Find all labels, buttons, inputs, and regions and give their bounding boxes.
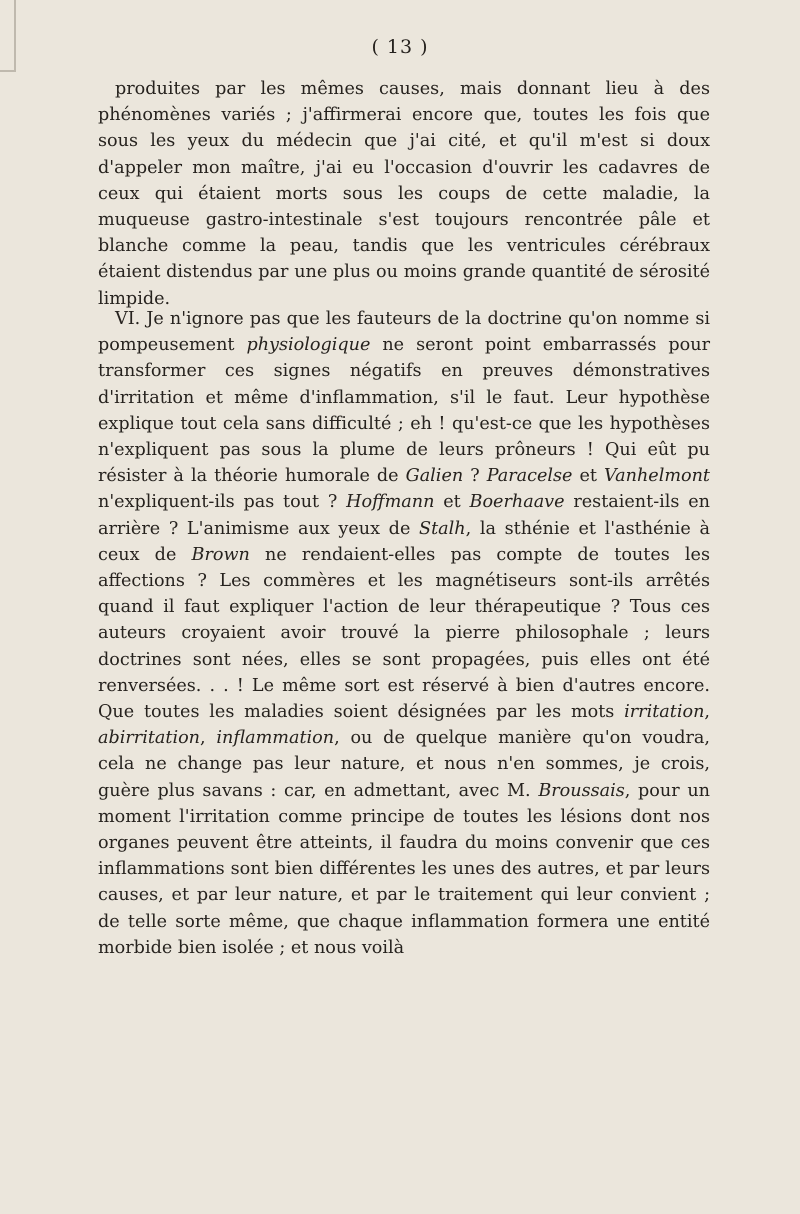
text-run: , la sthénie et l'asthénie à ceux de (98, 518, 710, 565)
paragraph-1 (98, 76, 710, 312)
italic-term: inflammation (216, 728, 335, 749)
italic-term: Vanhelmont (604, 466, 711, 487)
text-run: , (200, 728, 217, 749)
italic-term: Paracelse (486, 466, 573, 487)
text-run: ne rendaient-elles pas compte de toutes les affections ? Les commères et les magnétiseurs sont-ils arrêtés quand il faut expliquer l'action de leur thérapeutique ? Tous ces auteurs croyaient avoir trouvé la pierre philosophale ; leurs doctrines sont nées, elles se sont propagées, puis elles ont été renversées. . . ! Le même sort est réservé à bien d'autres encore. Que toutes les maladies soient désignées par les mots (98, 544, 710, 723)
italic-term: abirritation (98, 728, 201, 749)
page-number: ( 13 ) (371, 36, 429, 58)
text-run: , ou de quelque manière qu'on voudra, cela ne change pas leur nature, et nous n'en sommes, je crois, guère plus savans : car, en admettant, avec M. (98, 728, 710, 801)
text-run: n'expliquent-ils pas tout ? (98, 492, 347, 513)
text-run: restaient-ils en arrière ? L'animisme aux yeux de (98, 492, 710, 539)
italic-term: physiologique (246, 335, 371, 356)
italic-term: Stalh (419, 518, 466, 539)
text-run: ne seront point embarrassés pour transformer ces signes négatifs en preuves démonstratives d'irritation et même d'inflammation, s'il le faut. Leur hypothèse explique tout cela sans difficulté ; eh ! qu'est-ce que les hypothèses n'expliquent pas sous la plume de leurs prôneurs ! Qui eût pu résister à la théorie humorale de (98, 335, 710, 487)
text-run: ? (463, 466, 487, 487)
text-run: et (572, 466, 605, 487)
italic-term: Galien (405, 466, 464, 487)
paragraph-2 (98, 306, 710, 961)
text-run: et (434, 492, 470, 513)
italic-term: Boerhaave (469, 492, 565, 513)
text-run: VI. Je n'ignore pas que les fauteurs de la doctrine qu'on nomme si pompeusement (98, 309, 710, 356)
italic-term: Brown (191, 544, 250, 565)
text-run: , pour un moment l'irritation comme principe de toutes les lésions dont nos organes peuvent être atteints, il faudra du moins convenir que ces inflammations sont bien différentes les unes des autres, et par leurs causes, et par leur nature, et par le traitement qui leur convient ; de telle sorte même, que chaque inflammation formera une entité morbide bien isolée ; et nous voilà (98, 780, 710, 958)
text-run: , (704, 702, 710, 723)
italic-term: Hoffmann (346, 492, 435, 513)
paragraph-text (98, 306, 710, 961)
text-run: produites par les mêmes causes, mais donnant lieu à des phénomènes variés ; j'affirmerai encore que, toutes les fois que sous les yeux du médecin que j'ai cité, et qu'il m'est si doux d'appeler mon maître, j'ai eu l'occasion d'ouvrir les cadavres de ceux qui étaient morts sous les coups de cette maladie, la muqueuse gastro-intestinale s'est toujours rencontrée pâle et blanche comme la peau, tandis que les ventricules cérébraux étaient distendus par une plus ou moins grande quantité de sérosité limpide. (98, 79, 710, 309)
italic-term: Broussais (538, 780, 625, 801)
paragraph-text (98, 76, 710, 312)
italic-term: irritation (624, 702, 705, 723)
